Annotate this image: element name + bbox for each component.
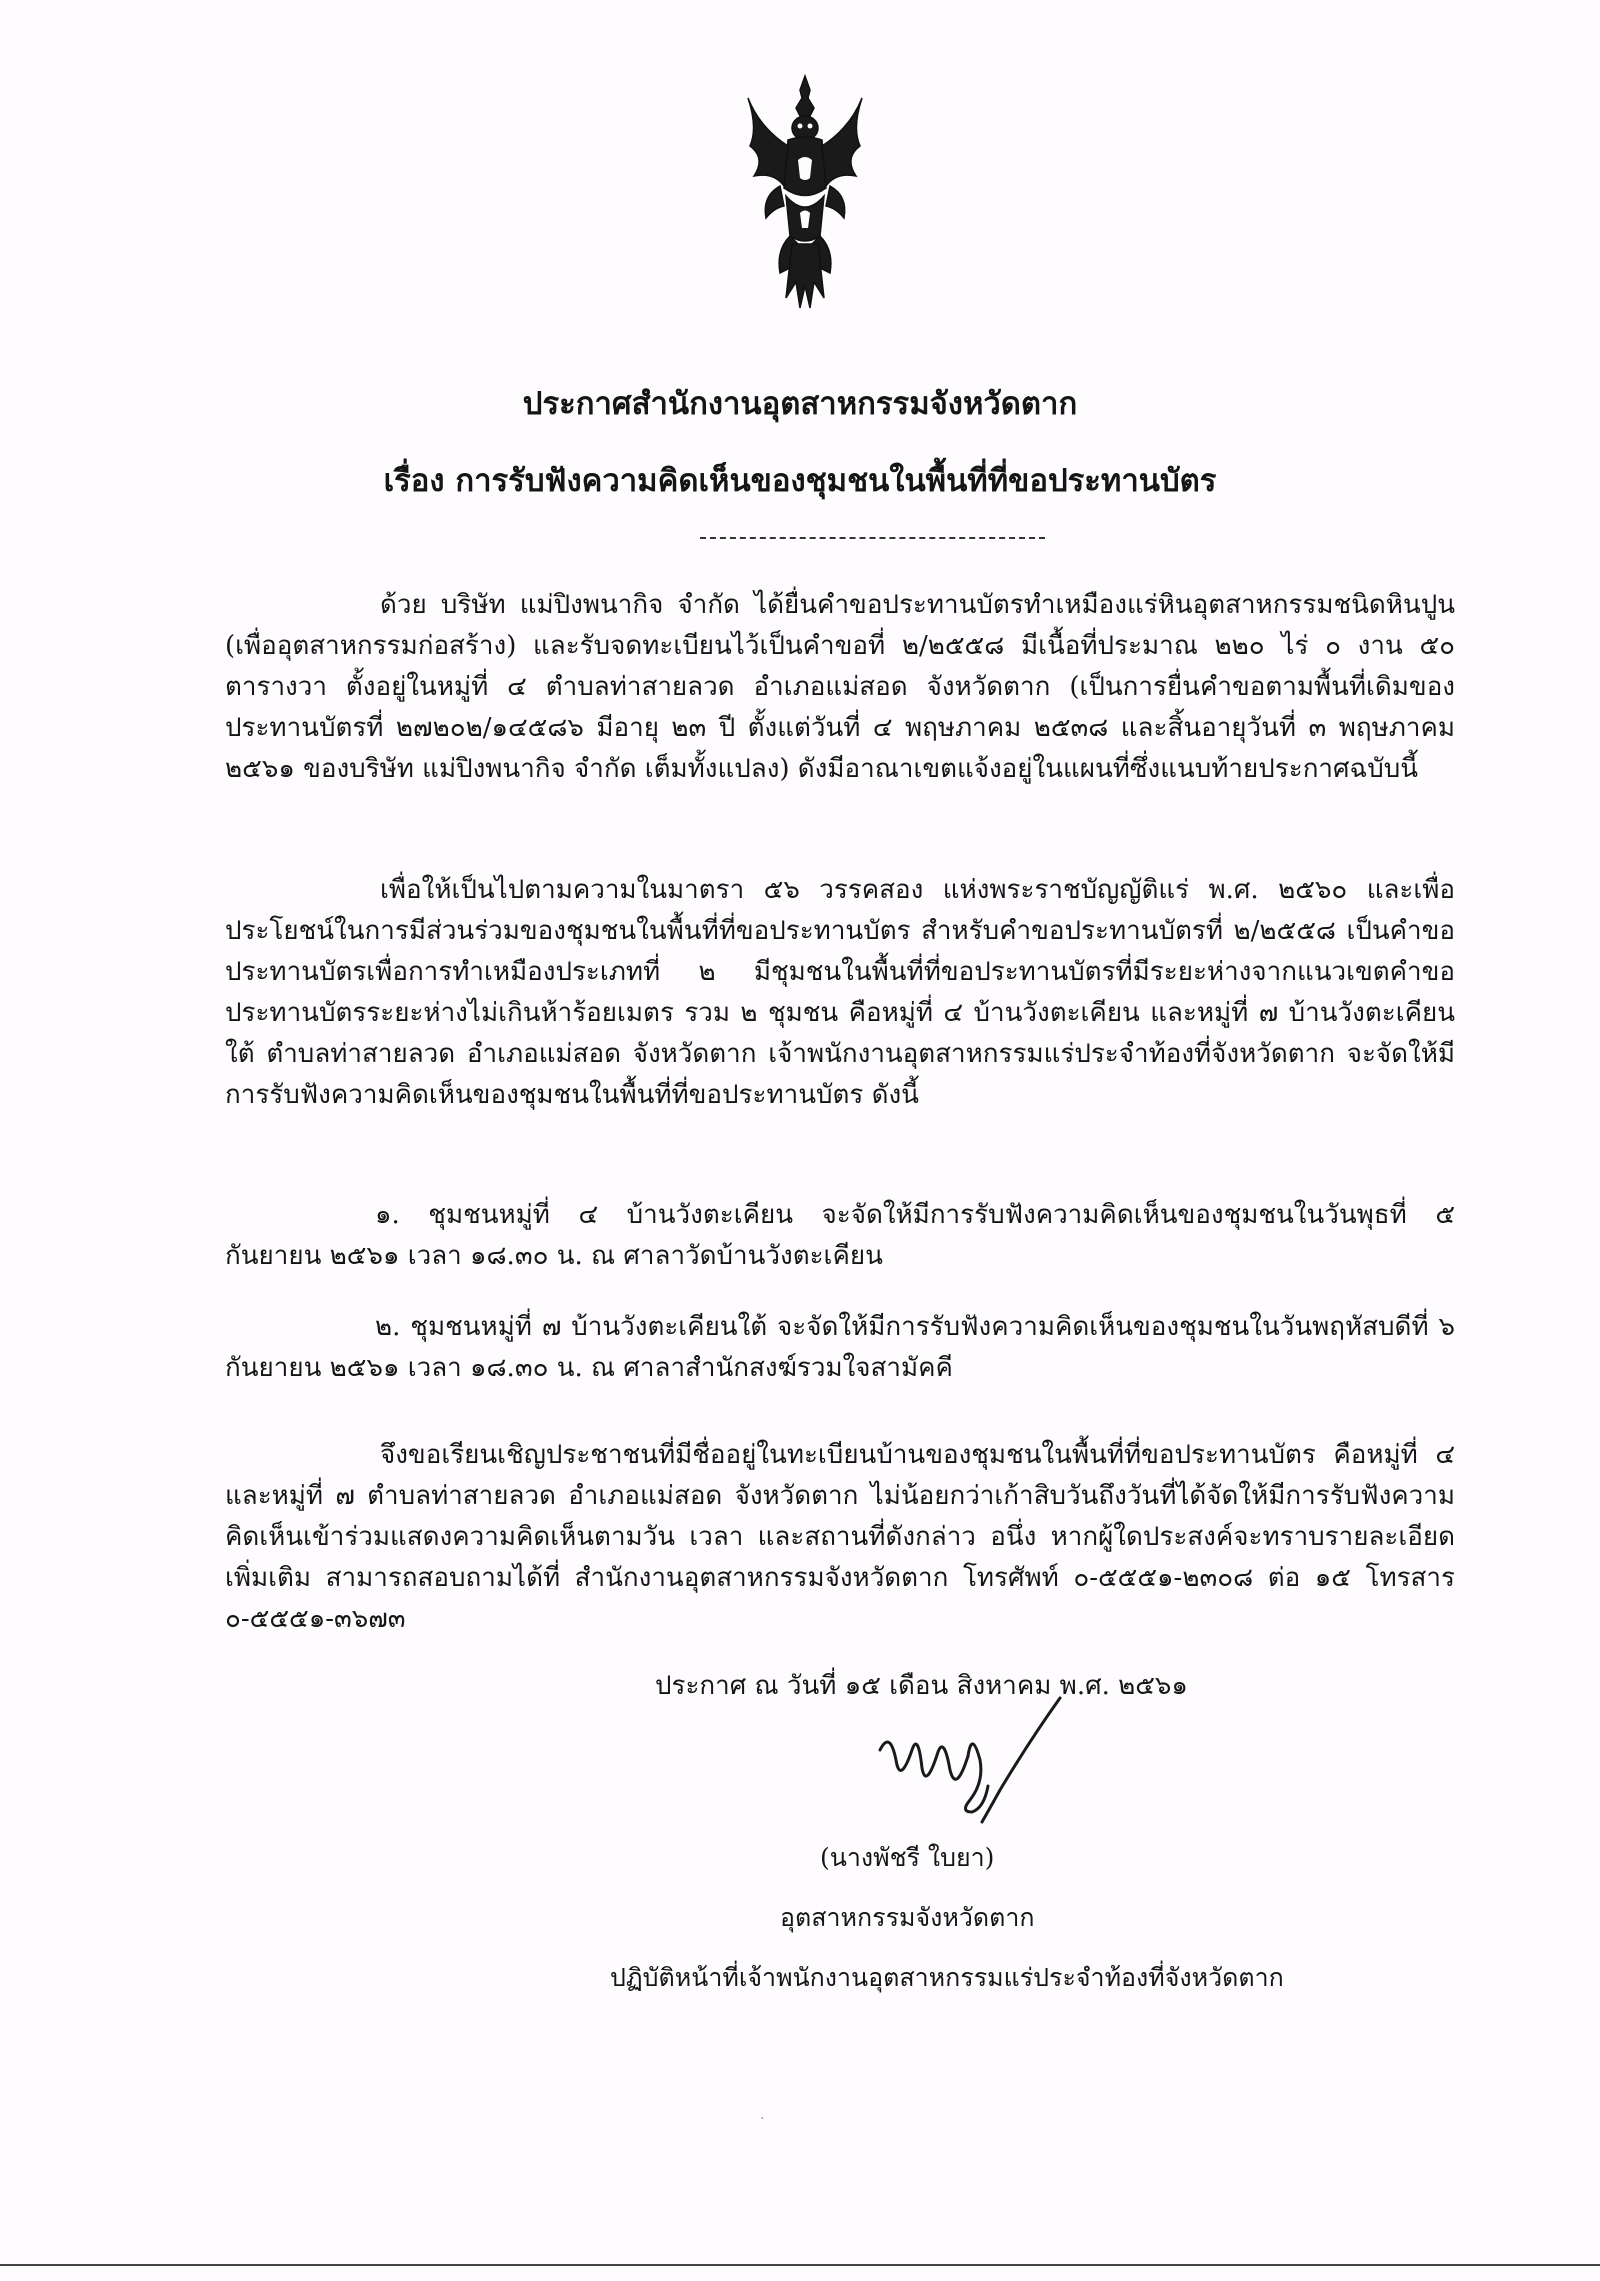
list-item-2: ๒. ชุมชนหมู่ที่ ๗ บ้านวังตะเคียนใต้ จะจัดให้มีการรับฟังความคิดเห็นของชุมชนในวันพฤหัสบดีที่ ๖ กันยายน ๒๕๖๑ เวลา ๑๘.๓๐ น. ณ ศาลาสำนักสงฆ์รวมใจสามัคคี [225, 1312, 1455, 1383]
announcement-dateline: ประกาศ ณ วันที่ ๑๕ เดือน สิงหาคม พ.ศ. ๒๕๖๑ [655, 1671, 1188, 1701]
body-paragraph-2: เพื่อให้เป็นไปตามความในมาตรา ๕๖ วรรคสอง แห่งพระราชบัญญัติแร่ พ.ศ. ๒๕๖๐ และเพื่อประโยชน์ในการมีส่วนร่วมของชุมชนในพื้นที่ที่ขอประทานบัตร สำหรับคำขอประทานบัตรที่ ๒/๒๕๕๘ เป็นคำขอประทานบัตรเพื่อการทำเหมืองประเภทที่ ๒ มีชุมชนในพื้นที่ที่ขอประทานบัตรที่มีระยะห่างจากแนวเขตคำขอประทานบัตรระยะห่างไม่เกินห้าร้อยเมตร รวม ๒ ชุมชน คือหมู่ที่ ๔ บ้านวังตะเคียน และหมู่ที่ ๗ บ้านวังตะเคียนใต้ ตำบลท่าสายลวด อำเภอแม่สอด จังหวัดตาก เจ้าพนักงานอุตสาหกรรมแร่ประจำท้องที่จังหวัดตาก จะจัดให้มีการรับฟังความคิดเห็นของชุมชนในพื้นที่ที่ขอประทานบัตร ดังนี้ [225, 875, 1455, 1110]
signer-title: อุตสาหกรรมจังหวัดตาก [780, 1903, 1035, 1932]
garuda-emblem-icon [740, 68, 870, 318]
title-divider [700, 537, 1045, 539]
page-mark: · [760, 2111, 765, 2127]
signer-role: ปฏิบัติหน้าที่เจ้าพนักงานอุตสาหกรรมแร่ประจำท้องที่จังหวัดตาก [610, 1963, 1284, 1992]
announcement-subject: เรื่อง การรับฟังความคิดเห็นของชุมชนในพื้นที่ที่ขอประทานบัตร [383, 463, 1217, 499]
announcement-title: ประกาศสำนักงานอุตสาหกรรมจังหวัดตาก [522, 386, 1078, 422]
signer-name: (นางพัชรี ใบยา) [820, 1843, 995, 1872]
list-item-1: ๑. ชุมชนหมู่ที่ ๔ บ้านวังตะเคียน จะจัดให้มีการรับฟังความคิดเห็นของชุมชนในวันพุธที่ ๕ กันยายน ๒๕๖๑ เวลา ๑๘.๓๐ น. ณ ศาลาวัดบ้านวังตะเคียน [225, 1200, 1455, 1271]
body-paragraph-1: ด้วย บริษัท แม่ปิงพนากิจ จำกัด ได้ยื่นคำขอประทานบัตรทำเหมืองแร่หินอุตสาหกรรมชนิดหินปูน (เพื่ออุตสาหกรรมก่อสร้าง) และรับจดทะเบียนไว้เป็นคำขอที่ ๒/๒๕๕๘ มีเนื้อที่ประมาณ ๒๒๐ ไร่ ๐ งาน ๕๐ ตารางวา ตั้งอยู่ในหมู่ที่ ๔ ตำบลท่าสายลวด อำเภอแม่สอด จังหวัดตาก (เป็นการยื่นคำขอตามพื้นที่เดิมของประทานบัตรที่ ๒๗๒๐๒/๑๔๕๘๖ มีอายุ ๒๓ ปี ตั้งแต่วันที่ ๔ พฤษภาคม ๒๕๓๘ และสิ้นอายุวันที่ ๓ พฤษภาคม ๒๕๖๑ ของบริษัท แม่ปิงพนากิจ จำกัด เต็มทั้งแปลง) ดังมีอาณาเขตแจ้งอยู่ในแผนที่ซึ่งแนบท้ายประกาศฉบับนี้ [225, 590, 1455, 784]
signature-icon [860, 1690, 1090, 1830]
scan-bottom-edge [0, 2264, 1600, 2266]
body-paragraph-3: จึงขอเรียนเชิญประชาชนที่มีชื่ออยู่ในทะเบียนบ้านของชุมชนในพื้นที่ที่ขอประทานบัตร คือหมู่ที่ ๔ และหมู่ที่ ๗ ตำบลท่าสายลวด อำเภอแม่สอด จังหวัดตาก ไม่น้อยกว่าเก้าสิบวันถึงวันที่ได้จัดให้มีการรับฟังความคิดเห็นเข้าร่วมแสดงความคิดเห็นตามวัน เวลา และสถานที่ดังกล่าว อนึ่ง หากผู้ใดประสงค์จะทราบรายละเอียดเพิ่มเติม สามารถสอบถามได้ที่ สำนักงานอุตสาหกรรมจังหวัดตาก โทรศัพท์ ๐-๕๕๕๑-๒๓๐๘ ต่อ ๑๕ โทรสาร ๐-๕๕๕๑-๓๖๗๓ [225, 1440, 1455, 1634]
